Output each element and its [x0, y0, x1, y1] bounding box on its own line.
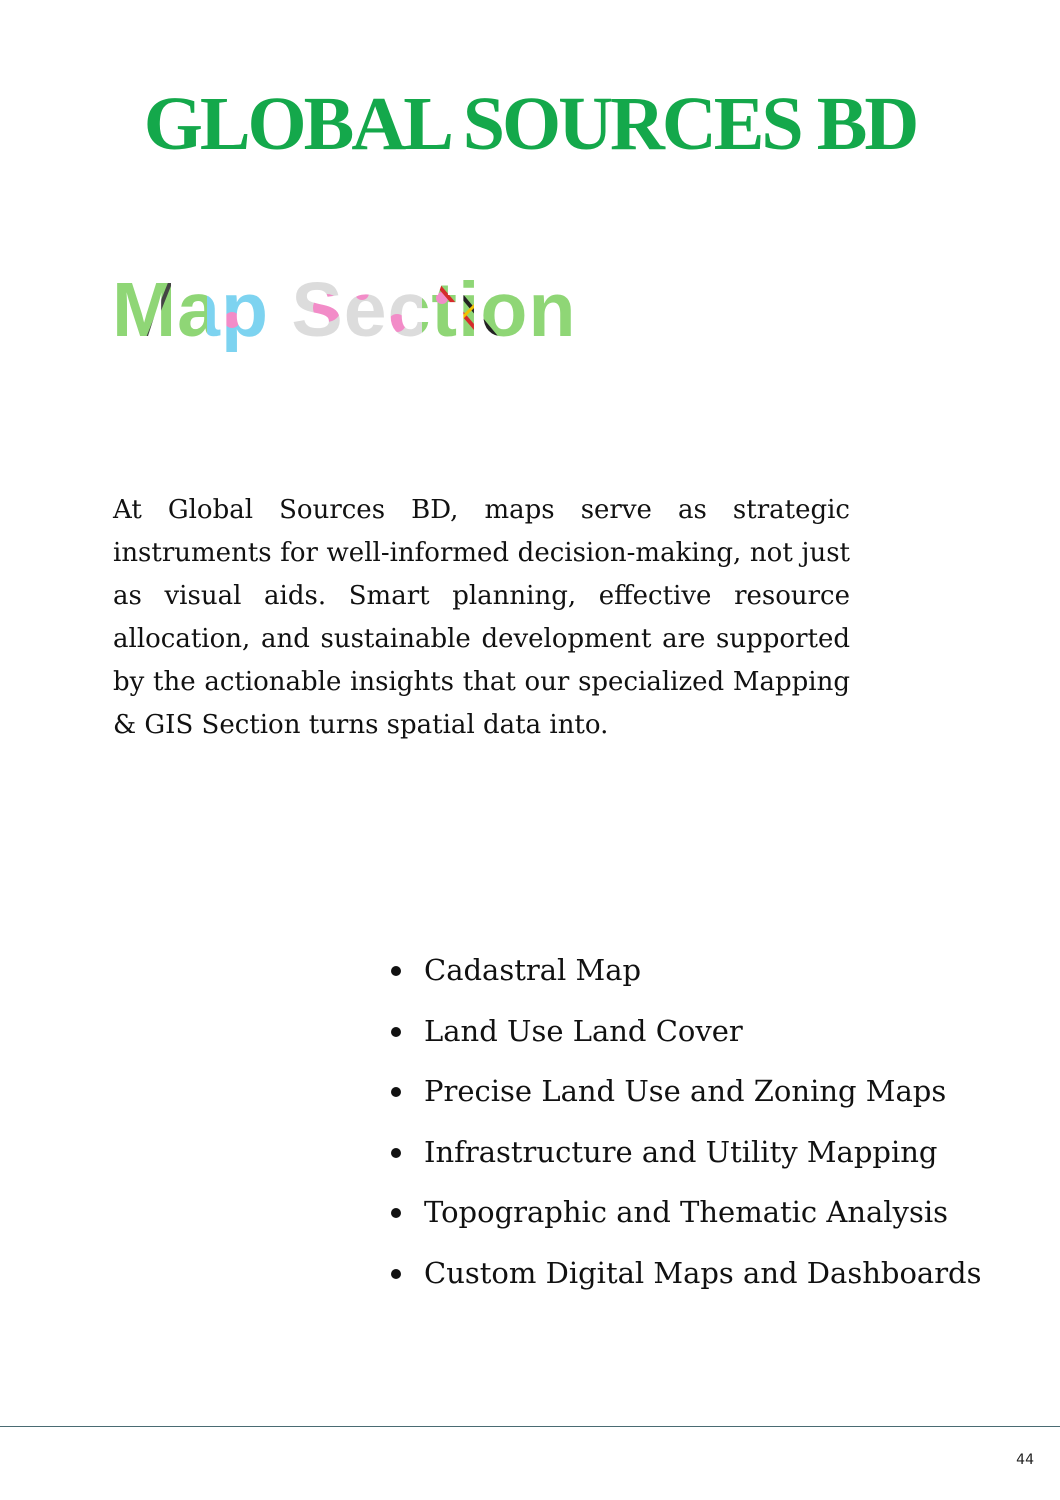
- services-list: [388, 947, 1028, 1311]
- list-item-label: Custom Digital Maps and Dashboards: [424, 1255, 982, 1290]
- list-item-label: Cadastral Map: [424, 953, 642, 987]
- list-item-label: Topographic and Thematic Analysis: [424, 1195, 948, 1230]
- bullet-icon: [391, 1148, 401, 1158]
- list-item: [388, 1250, 1028, 1311]
- bullet-icon: [391, 1208, 401, 1218]
- section-title-text: Map Section: [112, 268, 577, 353]
- map-texture-title-graphic: [112, 268, 612, 358]
- intro-paragraph: At Global Sources BD, maps serve as strategic instruments for well-informed decision-making, not just as visual aids. Smart planning, effective resource allocation, and sustainable development are supported by the actionable insights that our specialized Mapping & GIS Section turns spatial data into.: [113, 495, 850, 740]
- bullet-icon: [391, 1269, 401, 1279]
- page-number: 44: [1016, 1452, 1034, 1468]
- list-item: [388, 1129, 1028, 1190]
- bullet-icon: [391, 1087, 401, 1097]
- footer-divider: [0, 1426, 1060, 1427]
- bullet-icon: [391, 1027, 401, 1037]
- list-item-label: Infrastructure and Utility Mapping: [424, 1134, 938, 1169]
- list-item: [388, 1008, 1028, 1069]
- list-item: [388, 1068, 1028, 1129]
- list-item: [388, 1189, 1028, 1250]
- list-item-label: Land Use Land Cover: [424, 1013, 743, 1048]
- bullet-icon: [391, 966, 401, 976]
- list-item-label: Precise Land Use and Zoning Maps: [424, 1074, 947, 1109]
- section-title: [112, 268, 612, 358]
- list-item: [388, 947, 1028, 1008]
- brand-title: GLOBAL SOURCES BD: [143, 82, 917, 166]
